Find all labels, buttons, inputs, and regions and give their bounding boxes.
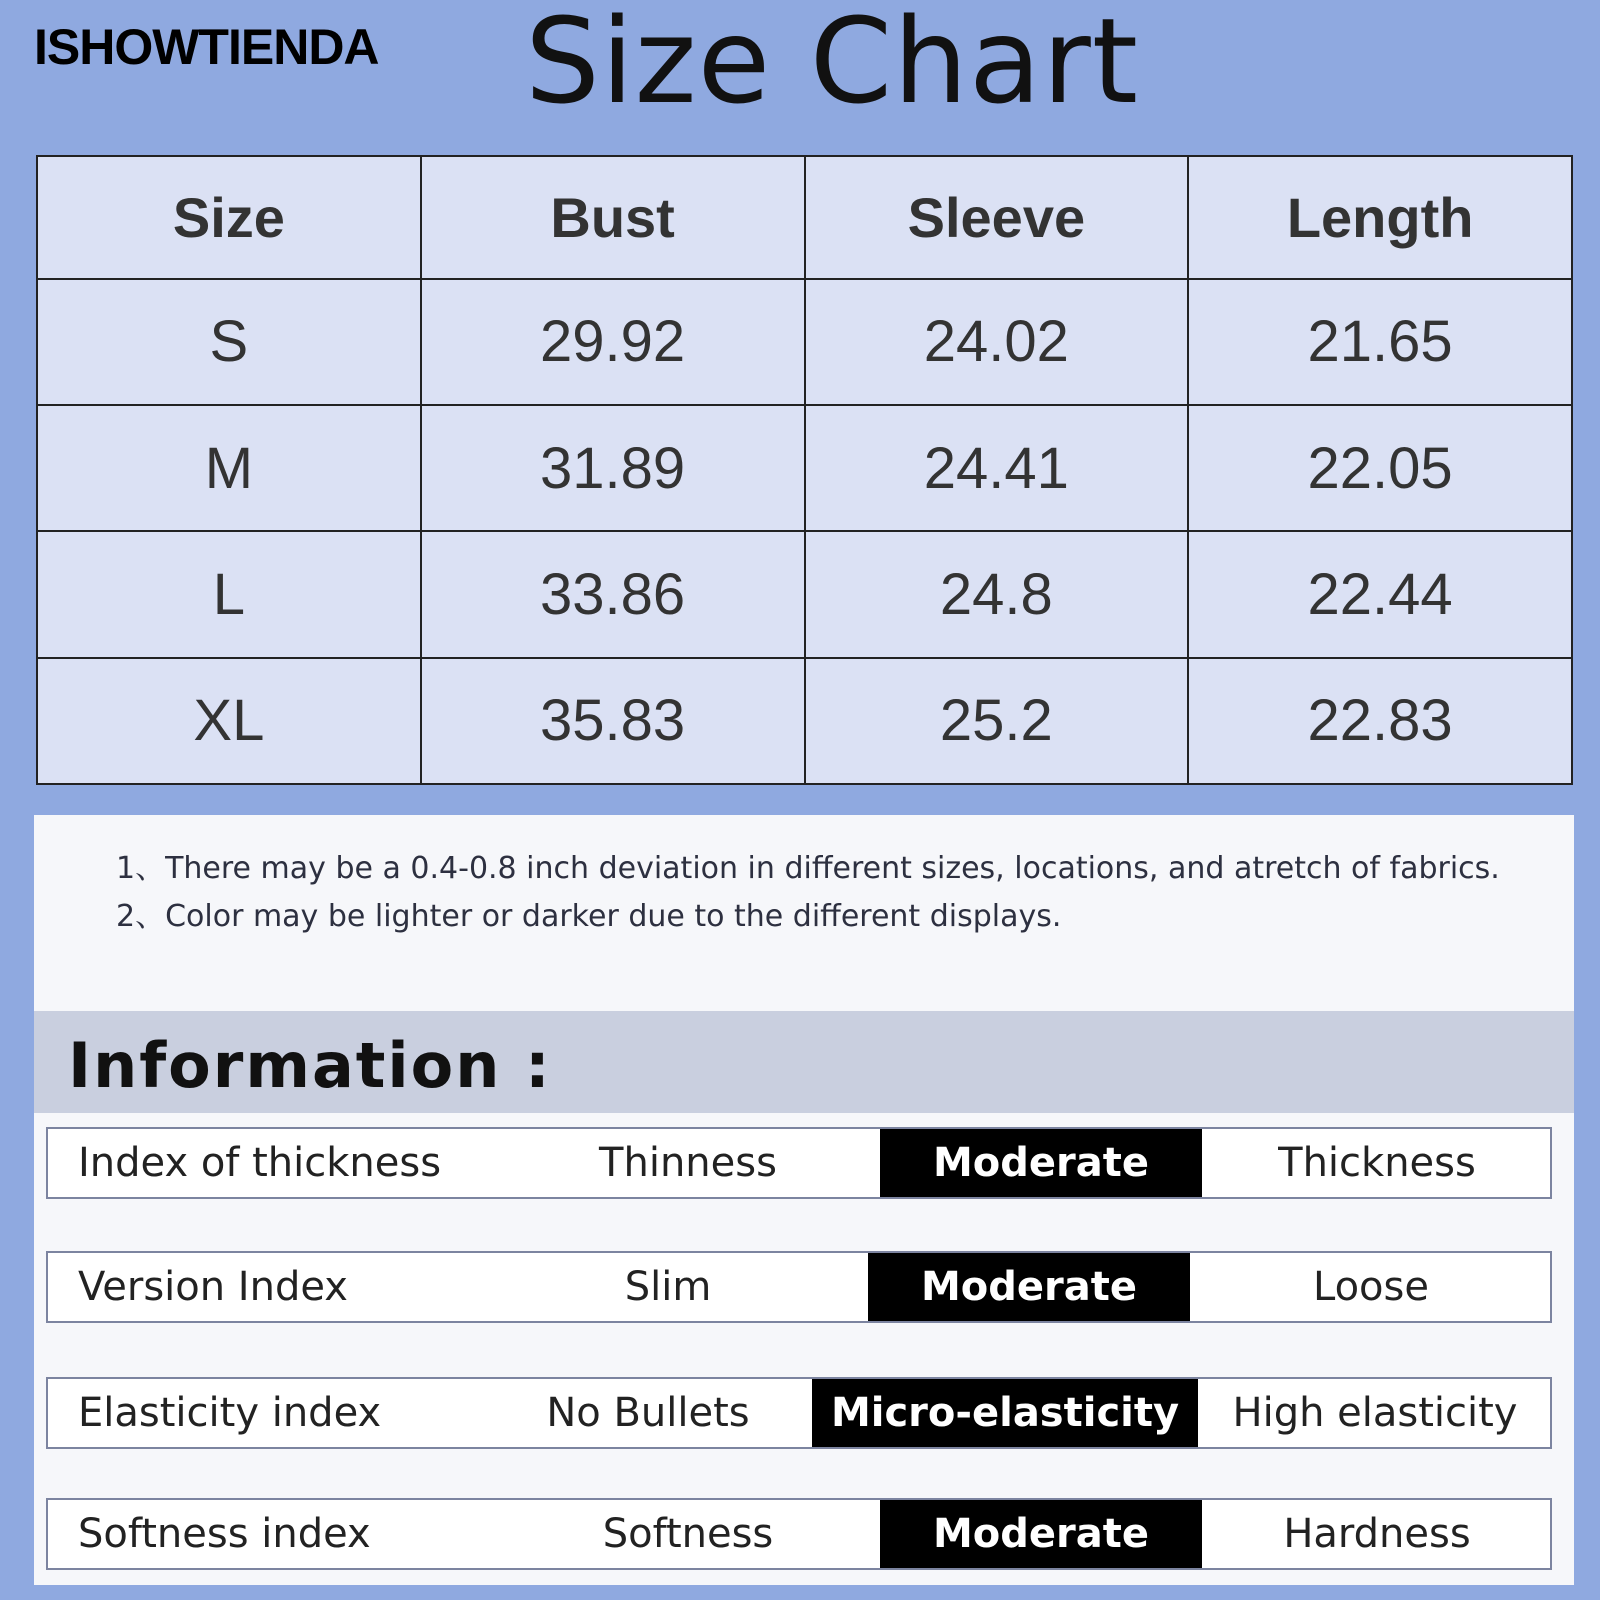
cell-sleeve: 24.02 [805, 279, 1189, 405]
index-option: No Bullets [546, 1390, 750, 1436]
cell-bust: 33.86 [421, 531, 805, 657]
note-line: 2、Color may be lighter or darker due to the different displays. [116, 899, 1062, 934]
index-option: Loose [1313, 1264, 1429, 1310]
cell-sleeve: 25.2 [805, 658, 1189, 784]
cell-length: 21.65 [1188, 279, 1572, 405]
cell-size: L [37, 531, 421, 657]
index-option: Thickness [1278, 1140, 1476, 1186]
brand-logo-text: ISHOWTIENDA [34, 19, 379, 75]
header-bust: Bust [421, 156, 805, 279]
cell-sleeve: 24.41 [805, 405, 1189, 531]
cell-size: S [37, 279, 421, 405]
cell-sleeve: 24.8 [805, 531, 1189, 657]
index-option: Slim [624, 1264, 712, 1310]
information-title: Information : [68, 1029, 552, 1102]
cell-length: 22.83 [1188, 658, 1572, 784]
index-row-thickness [46, 1127, 1552, 1199]
cell-length: 22.05 [1188, 405, 1572, 531]
index-label: Version Index [78, 1264, 348, 1310]
index-label: Elasticity index [78, 1390, 382, 1436]
header-size: Size [37, 156, 421, 279]
index-option: Thinness [599, 1140, 777, 1186]
cell-size: M [37, 405, 421, 531]
cell-size: XL [37, 658, 421, 784]
index-option-selected: Micro-elasticity [812, 1379, 1198, 1447]
index-option-selected: Moderate [880, 1500, 1202, 1568]
table-row [37, 279, 1572, 405]
cell-bust: 31.89 [421, 405, 805, 531]
table-header-row [37, 156, 1572, 279]
index-option: Softness [602, 1511, 774, 1557]
index-option: High elasticity [1232, 1390, 1518, 1436]
index-option-selected: Moderate [880, 1129, 1202, 1197]
cell-length: 22.44 [1188, 531, 1572, 657]
size-chart-table [36, 155, 1573, 785]
index-row-version [46, 1251, 1552, 1323]
table-row [37, 658, 1572, 784]
information-header [34, 1011, 1574, 1113]
table-row [37, 531, 1572, 657]
note-line: 1、There may be a 0.4-0.8 inch deviation in different sizes, locations, and atretch of fabrics. [116, 851, 1500, 886]
index-label: Softness index [78, 1511, 371, 1557]
page-title: Size Chart [525, 0, 1140, 130]
info-panel [34, 815, 1574, 1585]
index-row-softness [46, 1498, 1552, 1570]
table-row [37, 405, 1572, 531]
cell-bust: 35.83 [421, 658, 805, 784]
index-label: Index of thickness [78, 1140, 442, 1186]
notes [116, 845, 1500, 941]
header-sleeve: Sleeve [805, 156, 1189, 279]
index-option: Hardness [1283, 1511, 1471, 1557]
header-length: Length [1188, 156, 1572, 279]
index-row-elasticity [46, 1377, 1552, 1449]
index-option-selected: Moderate [868, 1253, 1190, 1321]
cell-bust: 29.92 [421, 279, 805, 405]
